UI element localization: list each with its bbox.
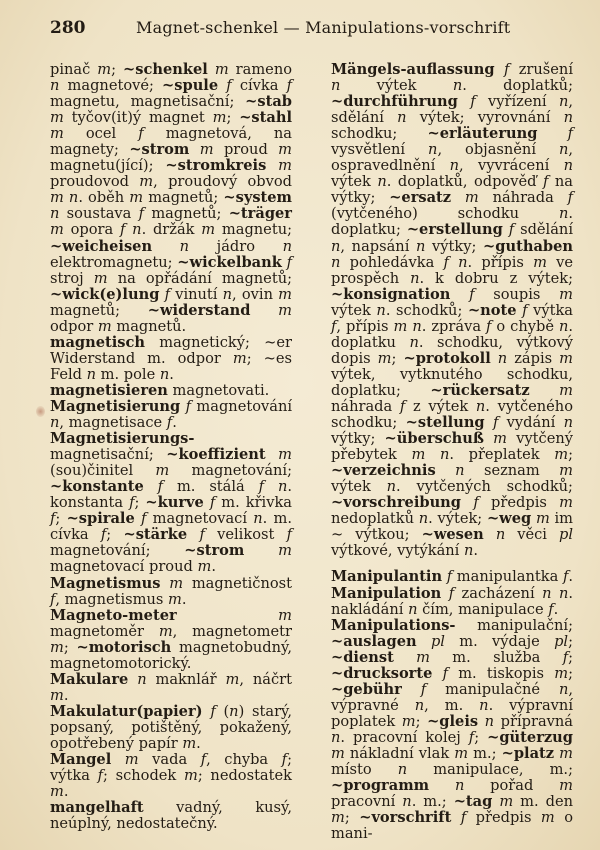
entry-makulatur: Makulatur(papier) f (n) starý, popsaný, potištěný, pokažený, opotřebený papír m. [50,702,292,752]
entry-makulare: Makulare n maknlář m, náčrt m. [50,670,292,704]
entry-mangels: Mängels-auflassung f zrušení n výtek n. doplatků; ~durchführung f vyřízení n, sdělání n výtek; vyrovnání n schodku; ~erläuterung f vysvětlení n, objasnění n, ospravedlnění n, vyvrácení n výtek n. doplatků, odpověď f na výtky; ~ersatz m náhrada f (vytčeného) schodku n. doplatku; ~erstellung f sdělání n, napsání n výtky; ~guthaben n pohledávka f n. přípis m ve prospěch n. k dobru z výtek; ~konsignation f soupis m výtek n. schodků; ~note f výtka f, přípis m n. zpráva f o chybě n. doplatku n. schodku, výtkový dopis m; ~protokoll n zápis m výtek, vytknutého schodku, doplatku; ~rückersatz m náhrada f z výtek n. vytčeného schodku; ~stellung f vydání n výtky; ~überschuß m vytčený přebytek m n. přeplatek m; ~verzeichnis n seznam m výtek n. vytčených schodků; ~vorschreibung f předpis m nedoplatků n. výtek; ~weg m im ~ výtkou; ~wesen n věci pl výtkové, vytýkání n. [331,61,574,560]
page-header [0,14,600,44]
entry-manipulantin: Manipulantin f manipulantka f. [331,568,573,586]
page-number: 280 [50,18,86,38]
entry-manipulation: Manipulation f zacházení n n. nakládání n čím, manipulace f. [331,584,573,618]
entry-magnetisierung: Magnetisierung f magnetování n, magnetisace f. [50,397,293,432]
entry-magnet-cont: pinač m; ~schenkel m rameno n magnetové; ~spule f cívka f magnetu, magnetisační; ~stab m tyčov(it)ý magnet m; ~stahl m ocel f magnetová, na magnety; ~strom m proud m magnetu(jící); ~stromkreis m proudovod m, proudový obvod m n. oběh m magnetů; ~system n soustava f magnetů; ~träger m opora f n. držák m magnetu; ~weicheisen n jádro n elektromagnetu; ~wickelbank f stroj m na opřádání magnetů; ~wick(e)lung f vinutí n, ovin m magnetů; ~widerstand m odpor m magnetů. [50,61,293,335]
entry-magnetisch: magnetisch magnetický; ~er Widerstand m. odpor m; ~es Feld n m. pole n. [50,333,292,383]
entry-magnetismus: Magnetismus m magnetičnost f, magnetismus m. [50,574,292,608]
entry-magnetisieren: magnetisieren magnetovati. [50,381,270,399]
paper-stain [36,406,45,417]
entry-magnetometer: Magneto-meter m magnetoměr m, magnetometr m; ~motorisch magnetobudný, magnetomotorický. [50,606,292,672]
running-title: Magnet-schenkel — Manipulations-vorschrift [136,18,511,37]
left-column [50,62,292,832]
entry-mangelhaft: mangelhaft vadný, kusý, neúplný, nedostatečný. [50,799,292,833]
right-column [331,62,573,842]
entry-magnetisierungs: Magnetisierungs- magnetisační; ~koeffizient m (sou)činitel m magnetování; ~konstante f m. stálá f n. konstanta f; ~kurve f m. křivka f; ~spirale f magnetovací n. m. cívka f; ~stärke f velikost f magnetování; ~strom m magnetovací proud m. [50,430,293,576]
entry-mangel: Mangel m vada f, chyba f; výtka f; schodek m; nedostatek m. [50,751,292,801]
entry-manipulations: Manipulations- manipulační; ~auslagen pl m. výdaje pl; ~dienst m m. služba f; ~drucksorte f m. tiskopis m; ~gebühr f manipulačné n, výpravné n, m. n. výpravní poplatek m; ~gleis n přípravná n. pracovní kolej f; ~güterzug m nákladní vlak m m.; ~platz m místo n manipulace, m.; ~programm n pořad m pracovní n. m.; ~tag m m. den m; ~vorschrift f předpis m o mani- [331,616,574,843]
